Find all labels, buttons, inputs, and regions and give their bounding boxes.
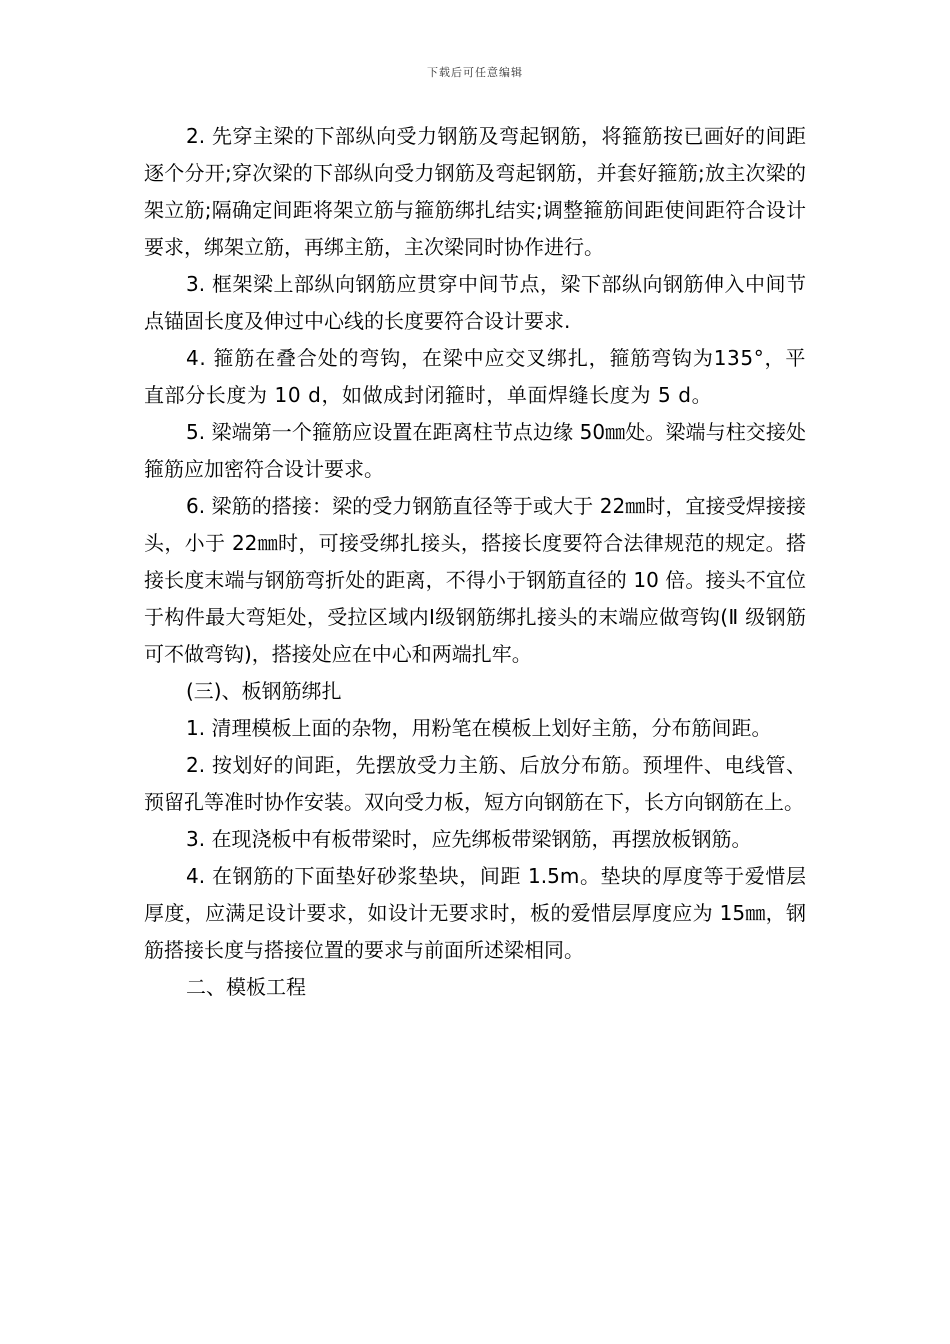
paragraph-beam-step-5: 5. 梁端第一个箍筋应设置在距离柱节点边缘 50㎜处。梁端与柱交接处箍筋应加密符合设计要求。 bbox=[144, 420, 806, 481]
paragraph-slab-step-4: 4. 在钢筋的下面垫好砂浆垫块，间距 1.5m。垫块的厚度等于爱惜层厚度，应满足设计要求，如设计无要求时，板的爱惜层厚度应为 15㎜，钢筋搭接长度与搭接位置的要求与前面所述梁相同。 bbox=[144, 864, 806, 962]
paragraph-slab-step-2: 2. 按划好的间距，先摆放受力主筋、后放分布筋。预埋件、电线管、预留孔等准时协作安装。双向受力板，短方向钢筋在下，长方向钢筋在上。 bbox=[144, 753, 806, 814]
paragraph-beam-step-2: 2. 先穿主梁的下部纵向受力钢筋及弯起钢筋，将箍筋按已画好的间距逐个分开;穿次梁的下部纵向受力钢筋及弯起钢筋，并套好箍筋;放主次梁的架立筋;隔确定间距将架立筋与箍筋绑扎结实;调整箍筋间距使间距符合设计要求，绑架立筋，再绑主筋，主次梁同时协作进行。 bbox=[144, 124, 806, 259]
section-heading-formwork: 二、模板工程 bbox=[186, 975, 306, 999]
section-heading-slab-rebar: (三)、板钢筋绑扎 bbox=[186, 679, 342, 703]
paragraph-beam-step-6: 6. 梁筋的搭接：梁的受力钢筋直径等于或大于 22㎜时，宜接受焊接接头，小于 22㎜时，可接受绑扎接头，搭接长度要符合法律规范的规定。搭接长度末端与钢筋弯折处的距离，不得小于钢筋直径的 10 倍。接头不宜位于构件最大弯矩处，受拉区域内Ⅰ级钢筋绑扎接头的末端应做弯钩(Ⅱ 级钢筋可不做弯钩)，搭接处应在中心和两端扎牢。 bbox=[144, 494, 806, 666]
paragraph-beam-step-4: 4. 箍筋在叠合处的弯钩，在梁中应交叉绑扎，箍筋弯钩为135°，平直部分长度为 10 d，如做成封闭箍时，单面焊缝长度为 5 d。 bbox=[144, 346, 806, 407]
document-body bbox=[144, 118, 806, 1006]
page-header: 下载后可任意编辑 bbox=[427, 66, 523, 79]
paragraph-beam-step-3: 3. 框架梁上部纵向钢筋应贯穿中间节点，梁下部纵向钢筋伸入中间节点锚固长度及伸过中心线的长度要符合设计要求. bbox=[144, 272, 806, 333]
paragraph-slab-step-3: 3. 在现浇板中有板带梁时，应先绑板带梁钢筋，再摆放板钢筋。 bbox=[186, 827, 752, 851]
paragraph-slab-step-1: 1. 清理模板上面的杂物，用粉笔在模板上划好主筋，分布筋间距。 bbox=[186, 716, 772, 740]
